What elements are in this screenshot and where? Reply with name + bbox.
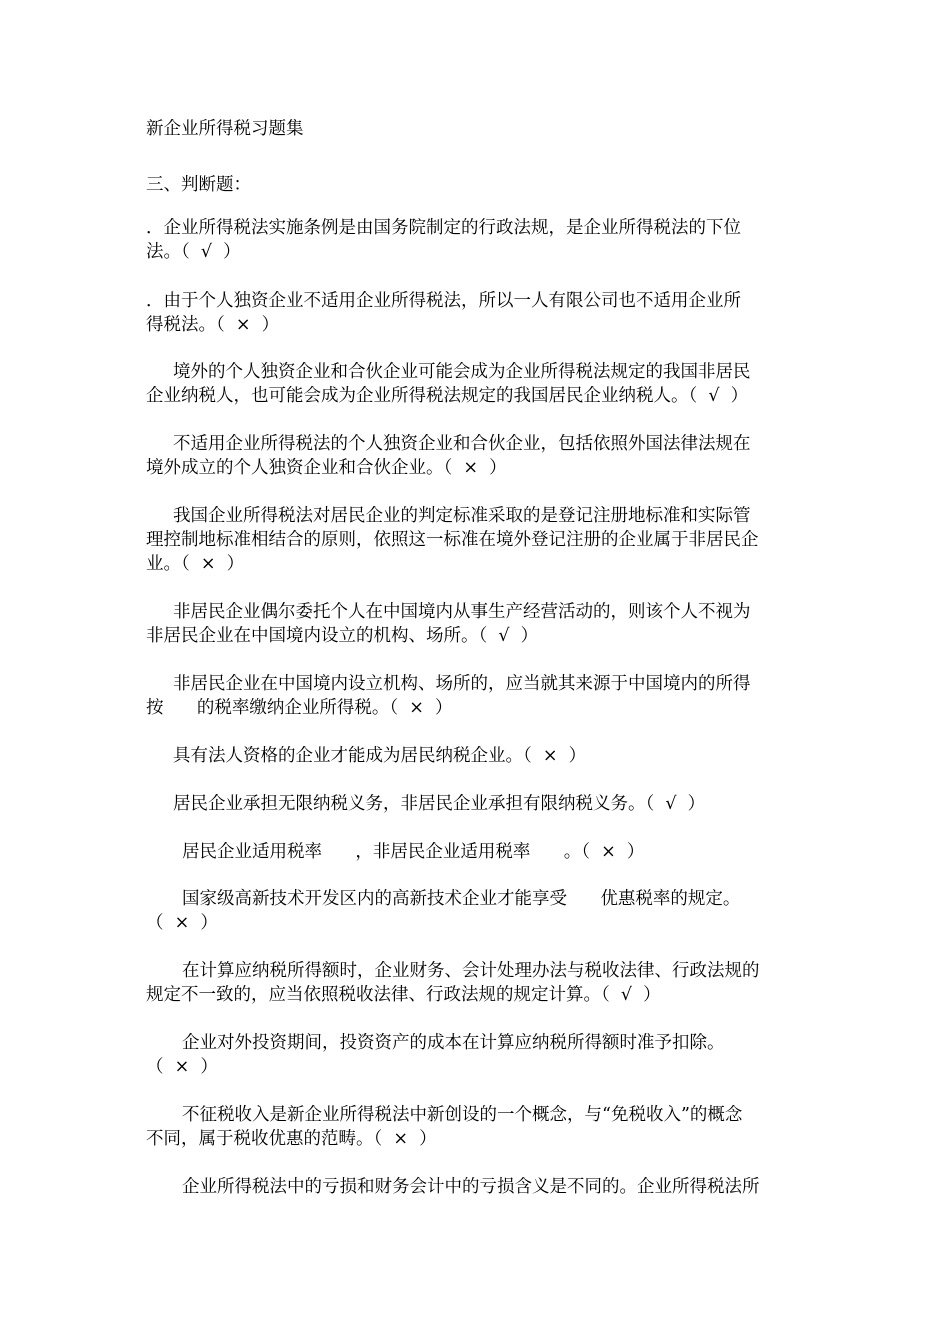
question-8-line-1: 具有法人资格的企业才能成为居民纳税企业。（ × ）	[173, 746, 587, 766]
question-11-line-2: （ × ）	[146, 913, 218, 933]
question-6-line-2: 非居民企业在中国境内设立的机构、场所。（ √ ）	[146, 626, 539, 646]
question-2-line-2: 得税法。（ × ）	[146, 315, 280, 335]
document-title: 新企业所得税习题集	[146, 119, 304, 139]
question-6-line-1: 非居民企业偶尔委托个人在中国境内从事生产经营活动的，则该个人不视为	[173, 602, 751, 622]
question-4-line-1: 不适用企业所得税法的个人独资企业和合伙企业，包括依照外国法律法规在	[173, 434, 751, 454]
question-2-line-1: ．由于个人独资企业不适用企业所得税法，所以一人有限公司也不适用企业所	[146, 291, 741, 311]
question-5-line-3: 业。（ × ）	[146, 554, 245, 574]
question-1-line-2: 法。（ √ ）	[146, 242, 241, 262]
question-12-line-2: 规定不一致的，应当依照税收法律、行政法规的规定计算。（ √ ）	[146, 985, 661, 1005]
section-heading: 三、判断题：	[146, 175, 251, 195]
question-7-line-1: 非居民企业在中国境内设立机构、场所的，应当就其来源于中国境内的所得	[173, 674, 751, 694]
question-11-line-1: 国家级高新技术开发区内的高新技术企业才能享受 优惠税率的规定。	[182, 889, 741, 909]
question-3-line-1: 境外的个人独资企业和合伙企业可能会成为企业所得税法规定的我国非居民	[173, 362, 751, 382]
question-5-line-2: 理控制地标准相结合的原则，依照这一标准在境外登记注册的企业属于非居民企	[146, 530, 759, 550]
question-4-line-2: 境外成立的个人独资企业和合伙企业。（ × ）	[146, 458, 507, 478]
question-1-line-1: ．企业所得税法实施条例是由国务院制定的行政法规，是企业所得税法的下位	[146, 218, 741, 238]
question-12-line-1: 在计算应纳税所得额时，企业财务、会计处理办法与税收法律、行政法规的	[182, 961, 760, 981]
question-9-line-1: 居民企业承担无限纳税义务，非居民企业承担有限纳税义务。（ √ ）	[173, 794, 706, 814]
question-15-line-1: 企业所得税法中的亏损和财务会计中的亏损含义是不同的。企业所得税法所	[182, 1177, 760, 1197]
question-13-line-1: 企业对外投资期间，投资资产的成本在计算应纳税所得额时准予扣除。	[182, 1033, 725, 1053]
question-10-line-1: 居民企业适用税率 ，非居民企业适用税率 。（ × ）	[182, 842, 645, 862]
question-14-line-1: 不征税收入是新企业所得税法中新创设的一个概念，与“免税收入”的概念	[182, 1105, 743, 1125]
question-3-line-2: 企业纳税人，也可能会成为企业所得税法规定的我国居民企业纳税人。（ √ ）	[146, 386, 749, 406]
question-5-line-1: 我国企业所得税法对居民企业的判定标准采取的是登记注册地标准和实际管	[173, 506, 751, 526]
question-7-line-2: 按 的税率缴纳企业所得税。（ × ）	[146, 698, 453, 718]
question-14-line-2: 不同，属于税收优惠的范畴。（ × ）	[146, 1129, 437, 1149]
question-13-line-2: （ × ）	[146, 1057, 218, 1077]
